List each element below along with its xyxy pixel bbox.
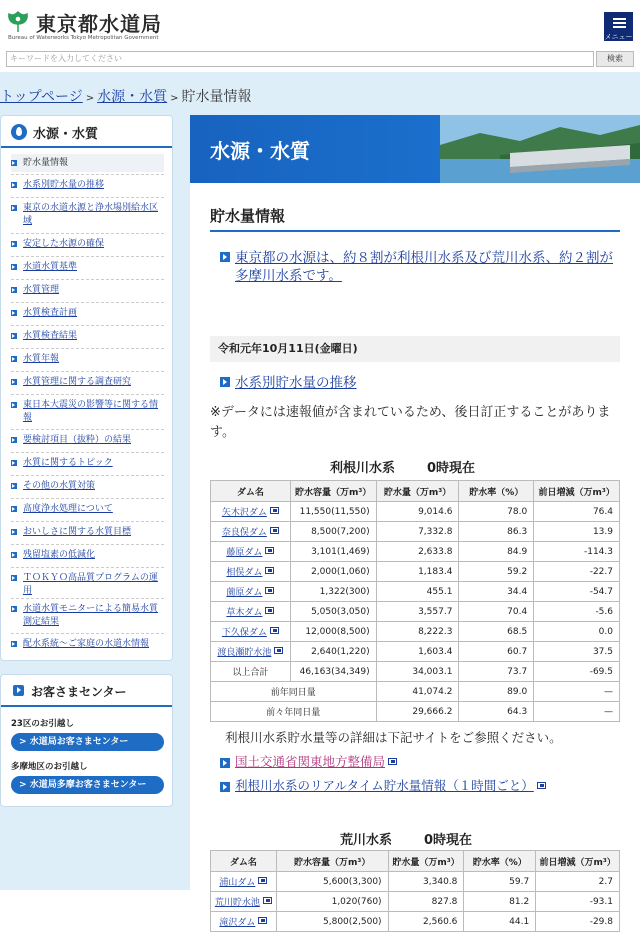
total-label: 以上合計: [211, 662, 291, 682]
tone-river-table: [210, 480, 620, 722]
col-header: 貯水量（万m³）: [376, 481, 459, 502]
external-link-icon: [258, 917, 267, 924]
arrow-icon: [11, 641, 17, 647]
external-link-icon: [537, 782, 546, 789]
table-row: [211, 872, 620, 892]
external-link-icon: [265, 607, 274, 614]
change-cell: —: [534, 702, 620, 722]
arrow-icon: [11, 575, 17, 581]
report-time: 0時現在: [427, 461, 476, 476]
sidebar-item-water-sources[interactable]: [11, 202, 164, 228]
change-cell: -29.8: [536, 912, 620, 932]
arrow-icon: [220, 252, 230, 262]
hamburger-icon: [613, 18, 626, 28]
site-title[interactable]: 東京都水道局: [36, 12, 162, 36]
sidebar-item-inspection-results[interactable]: [11, 330, 164, 343]
dam-link[interactable]: 渡良瀬貯水池: [217, 648, 272, 658]
col-header: 前日増減（万m³）: [536, 851, 620, 872]
external-link-icon: [388, 758, 397, 765]
col-header: 貯水率（%）: [459, 481, 534, 502]
rate-cell: 44.1: [464, 912, 536, 932]
table-row: [211, 622, 620, 642]
external-link-icon: [274, 647, 283, 654]
sidebar-item-taste-goals[interactable]: [11, 526, 164, 539]
data-note: ※データには速報値が含まれているため、後日訂正することがあります。: [210, 405, 611, 440]
table-row: [211, 502, 620, 522]
sidebar-item-advanced-treatment[interactable]: [11, 503, 164, 516]
arrow-icon: [11, 182, 17, 188]
sidebar-item-inspection-plan[interactable]: [11, 307, 164, 320]
capacity-cell: 1,020(760): [276, 892, 388, 912]
rate-cell: 59.7: [464, 872, 536, 892]
storage-cell: 9,014.6: [376, 502, 459, 522]
capacity-cell: 2,000(1,060): [290, 562, 376, 582]
storage-cell: 7,332.8: [376, 522, 459, 542]
report-time: 0時現在: [424, 833, 473, 848]
arrow-icon: >: [19, 780, 30, 790]
change-cell: -69.5: [534, 662, 620, 682]
button-label: 水道局お客さまセンター: [29, 737, 129, 747]
menu-button[interactable]: [603, 11, 634, 42]
breadcrumb-separator: >: [85, 93, 95, 104]
arrow-icon: [11, 606, 17, 612]
sidebar-item-label: 要検討項目（抜粋）の結果: [23, 435, 132, 445]
section-title: 貯水量情報: [210, 207, 286, 225]
sidebar-nav: [0, 115, 173, 661]
arrow-icon: [11, 483, 17, 489]
storage-cell: 1,183.4: [376, 562, 459, 582]
dam-link[interactable]: 矢木沢ダム: [221, 508, 267, 518]
compare-label: 前年同日量: [211, 682, 377, 702]
contact-group-label: 23区のお引越し: [11, 719, 74, 729]
tokyo-ginkgo-logo-icon[interactable]: [6, 10, 30, 34]
table-row: [211, 522, 620, 542]
sidebar-item-quality-management[interactable]: [11, 284, 164, 297]
rate-cell: 81.2: [464, 892, 536, 912]
link-label: 利根川水系のリアルタイム貯水量情報（１時間ごと）: [235, 778, 534, 793]
river-system-name: 利根川水系: [330, 461, 396, 476]
rate-cell: 34.4: [459, 582, 534, 602]
sidebar-item-distribution[interactable]: [11, 638, 164, 651]
rate-cell: 86.3: [459, 522, 534, 542]
tone-river-table-title: [330, 457, 475, 476]
sidebar-item-storage-trend[interactable]: [11, 179, 164, 192]
change-cell: —: [534, 682, 620, 702]
col-header: 貯水量（万m³）: [388, 851, 464, 872]
dam-link[interactable]: 荒川貯水池: [214, 898, 260, 908]
sidebar-item-label: 安定した水源の確保: [23, 239, 105, 249]
col-header: ダム名: [211, 481, 291, 502]
sidebar-item-label: ＴＯＫＹＯ高品質プログラムの運用: [23, 573, 158, 596]
link-label: 国土交通省関東地方整備局: [235, 754, 386, 769]
rate-cell: 70.4: [459, 602, 534, 622]
dam-link[interactable]: 藤原ダム: [226, 548, 263, 558]
dam-link[interactable]: 草木ダム: [226, 608, 263, 618]
page-body: [0, 72, 640, 928]
sidebar-item-label: 水道水質基準: [23, 262, 78, 272]
rate-cell: 89.0: [459, 682, 534, 702]
external-link-icon: [270, 627, 279, 634]
ara-river-table: [210, 850, 620, 932]
arrow-icon: [220, 782, 230, 792]
breadcrumb-water-source[interactable]: 水源・水質: [97, 89, 168, 105]
table-row: [211, 562, 620, 582]
external-link-icon: [258, 877, 267, 884]
breadcrumb: [0, 86, 252, 106]
sidebar-item-monitor-results[interactable]: [11, 603, 164, 629]
arrow-icon: >: [19, 737, 30, 747]
table-row: [211, 582, 620, 602]
dam-link[interactable]: 薗原ダム: [226, 588, 263, 598]
arrow-icon: [220, 377, 230, 387]
total-row: [211, 662, 620, 682]
capacity-cell: 5,050(3,050): [290, 602, 376, 622]
realtime-storage-link[interactable]: [235, 778, 546, 794]
external-link-icon: [265, 547, 274, 554]
change-cell: -5.6: [534, 602, 620, 622]
capacity-cell: 46,163(34,349): [290, 662, 376, 682]
table-row: [211, 542, 620, 562]
sidebar-item-label: 水質管理に関する調査研究: [23, 377, 132, 387]
sidebar-item-other-measures[interactable]: [11, 480, 164, 493]
arrow-icon: [11, 241, 17, 247]
site-subtitle: Bureau of Waterworks Tokyo Metropolitan Government: [8, 35, 159, 41]
sidebar-item-label: 東日本大震災の影響等に関する情報: [23, 400, 159, 423]
arrow-icon: [11, 310, 17, 316]
capacity-cell: 3,101(1,469): [290, 542, 376, 562]
change-cell: -114.3: [534, 542, 620, 562]
change-cell: 76.4: [534, 502, 620, 522]
change-cell: -93.1: [536, 892, 620, 912]
compare-label: 前々年同日量: [211, 702, 377, 722]
customer-center-tama-button[interactable]: [11, 776, 164, 794]
storage-cell: 8,222.3: [376, 622, 459, 642]
sidebar-item-earthquake-info[interactable]: [11, 399, 164, 425]
customer-center-header: [1, 675, 172, 707]
sidebar-item-label: 水質年報: [23, 354, 60, 364]
arrow-icon: [11, 205, 17, 211]
external-link-icon: [270, 507, 279, 514]
dam-link[interactable]: 相俣ダム: [226, 568, 263, 578]
sidebar-item-annual-report[interactable]: [11, 353, 164, 366]
storage-cell: 2,560.6: [388, 912, 464, 932]
storage-cell: 41,074.2: [376, 682, 459, 702]
sidebar-item-label: おいしさに関する水質目標: [23, 527, 132, 537]
water-drop-icon: [11, 124, 27, 140]
change-cell: 13.9: [534, 522, 620, 542]
change-cell: -22.7: [534, 562, 620, 582]
breadcrumb-current: 貯水量情報: [181, 89, 252, 105]
sidebar-item-label: 水道水質モニターによる簡易水質測定結果: [23, 604, 159, 627]
detail-text: 利根川水系貯水量等の詳細は下記サイトをご参照ください。: [225, 730, 562, 745]
dam-link[interactable]: 滝沢ダム: [219, 918, 256, 928]
customer-center-23ku-button[interactable]: [11, 733, 164, 751]
external-link-icon: [265, 587, 274, 594]
sidebar-item-label: 水質に関するトピック: [23, 458, 113, 468]
sidebar-item-label: 水系別貯水量の推移: [23, 180, 105, 190]
compare-row: [211, 682, 620, 702]
sidebar-item-quality-topics[interactable]: [11, 457, 164, 470]
arrow-icon: [11, 437, 17, 443]
arrow-icon: [11, 379, 17, 385]
sidebar-item-storage-info[interactable]: [11, 154, 164, 172]
arrow-icon: [11, 333, 17, 339]
arrow-icon: [11, 529, 17, 535]
arrow-icon: [11, 264, 17, 270]
storage-cell: 34,003.1: [376, 662, 459, 682]
mlit-kanto-link[interactable]: [235, 754, 397, 770]
sidebar-title: 水源・水質: [33, 127, 99, 142]
sidebar-item-label: 高度浄水処理について: [23, 504, 113, 514]
contact-group-label: 多摩地区のお引越し: [11, 762, 88, 772]
sidebar-item-chlorine-reduction[interactable]: [11, 549, 164, 562]
sidebar-item-label: その他の水質対策: [23, 481, 96, 491]
dam-link[interactable]: 下久保ダム: [221, 628, 267, 638]
capacity-cell: 5,600(3,300): [276, 872, 388, 892]
rate-cell: 68.5: [459, 622, 534, 642]
storage-cell: 827.8: [388, 892, 464, 912]
rate-cell: 78.0: [459, 502, 534, 522]
storage-cell: 3,557.7: [376, 602, 459, 622]
main-content: [190, 115, 640, 928]
sidebar-item-label: 東京の水道水源と浄水場別給水区域: [23, 203, 159, 226]
arrow-icon: [11, 402, 17, 408]
capacity-cell: 1,322(300): [290, 582, 376, 602]
sidebar-item-label: 水質検査結果: [23, 331, 78, 341]
change-cell: -54.7: [534, 582, 620, 602]
change-cell: 0.0: [534, 622, 620, 642]
sidebar-item-label: 配水系統～ご家庭の水道水情報: [23, 639, 150, 649]
arrow-icon: [11, 356, 17, 362]
table-row: [211, 892, 620, 912]
storage-cell: 29,666.2: [376, 702, 459, 722]
water-source-intro-link[interactable]: 東京都の水源は、約８割が利根川水系及び荒川水系、約２割が多摩川水系です。: [235, 250, 613, 284]
sidebar-item-research[interactable]: [11, 376, 164, 389]
capacity-cell: 12,000(8,500): [290, 622, 376, 642]
arrow-icon: [11, 552, 17, 558]
site-header: [0, 0, 640, 48]
sidebar-item-stable-source[interactable]: [11, 238, 164, 251]
col-header: ダム名: [211, 851, 277, 872]
arrow-icon: [220, 758, 230, 768]
dam-link[interactable]: 奈良俣ダム: [221, 528, 267, 538]
table-row: [211, 912, 620, 932]
sidebar-item-label: 貯水量情報: [23, 158, 69, 168]
sidebar-item-quality-standards[interactable]: [11, 261, 164, 274]
storage-cell: 455.1: [376, 582, 459, 602]
arrow-icon: [11, 506, 17, 512]
search-bar: [0, 48, 640, 72]
col-header: 前日増減（万m³）: [534, 481, 620, 502]
sidebar-item-review-items[interactable]: [11, 434, 164, 447]
customer-center-title: お客さまセンター: [31, 685, 127, 699]
breadcrumb-separator: >: [170, 93, 179, 104]
rate-cell: 73.7: [459, 662, 534, 682]
rate-cell: 84.9: [459, 542, 534, 562]
arrow-icon: [11, 160, 17, 166]
button-label: 水道局多摩お客さまセンター: [29, 780, 147, 790]
capacity-cell: 5,800(2,500): [276, 912, 388, 932]
sidebar-header: [1, 116, 172, 148]
customer-center-box: [0, 674, 173, 807]
capacity-cell: 11,550(11,550): [290, 502, 376, 522]
menu-label: メニュー: [604, 33, 633, 41]
river-system-name: 荒川水系: [340, 833, 393, 848]
table-row: [211, 602, 620, 622]
col-header: 貯水容量（万m³）: [290, 481, 376, 502]
breadcrumb-home[interactable]: トップページ: [0, 89, 83, 105]
rate-cell: 64.3: [459, 702, 534, 722]
sidebar-item-label: 水質管理: [23, 285, 60, 295]
arrow-icon: [11, 460, 17, 466]
dam-link[interactable]: 浦山ダム: [219, 878, 256, 888]
sidebar-item-tokyo-program[interactable]: [11, 572, 164, 598]
rate-cell: 59.2: [459, 562, 534, 582]
search-button[interactable]: 検索: [596, 51, 634, 67]
section-divider: [210, 230, 620, 232]
dam-photo-image: [440, 115, 640, 183]
storage-cell: 2,633.8: [376, 542, 459, 562]
sidebar-item-label: 残留塩素の低減化: [23, 550, 96, 560]
ara-river-table-title: [340, 829, 472, 848]
change-cell: 2.7: [536, 872, 620, 892]
storage-cell: 3,340.8: [388, 872, 464, 892]
search-input[interactable]: キーワードを入力してください: [6, 51, 594, 67]
change-cell: 37.5: [534, 642, 620, 662]
sidebar-item-label: 水質検査計画: [23, 308, 78, 318]
table-row: [211, 642, 620, 662]
external-link-icon: [270, 527, 279, 534]
capacity-cell: 2,640(1,220): [290, 642, 376, 662]
arrow-icon: [13, 685, 24, 696]
col-header: 貯水容量（万m³）: [276, 851, 388, 872]
banner-title: 水源・水質: [210, 139, 310, 163]
storage-trend-link[interactable]: 水系別貯水量の推移: [235, 375, 357, 391]
arrow-icon: [11, 287, 17, 293]
page-banner: [190, 115, 640, 183]
capacity-cell: 8,500(7,200): [290, 522, 376, 542]
storage-cell: 1,603.4: [376, 642, 459, 662]
compare-row: [211, 702, 620, 722]
external-link-icon: [265, 567, 274, 574]
col-header: 貯水率（%）: [464, 851, 536, 872]
rate-cell: 60.7: [459, 642, 534, 662]
external-link-icon: [263, 897, 272, 904]
date-heading: 令和元年10月11日(金曜日): [210, 336, 620, 362]
